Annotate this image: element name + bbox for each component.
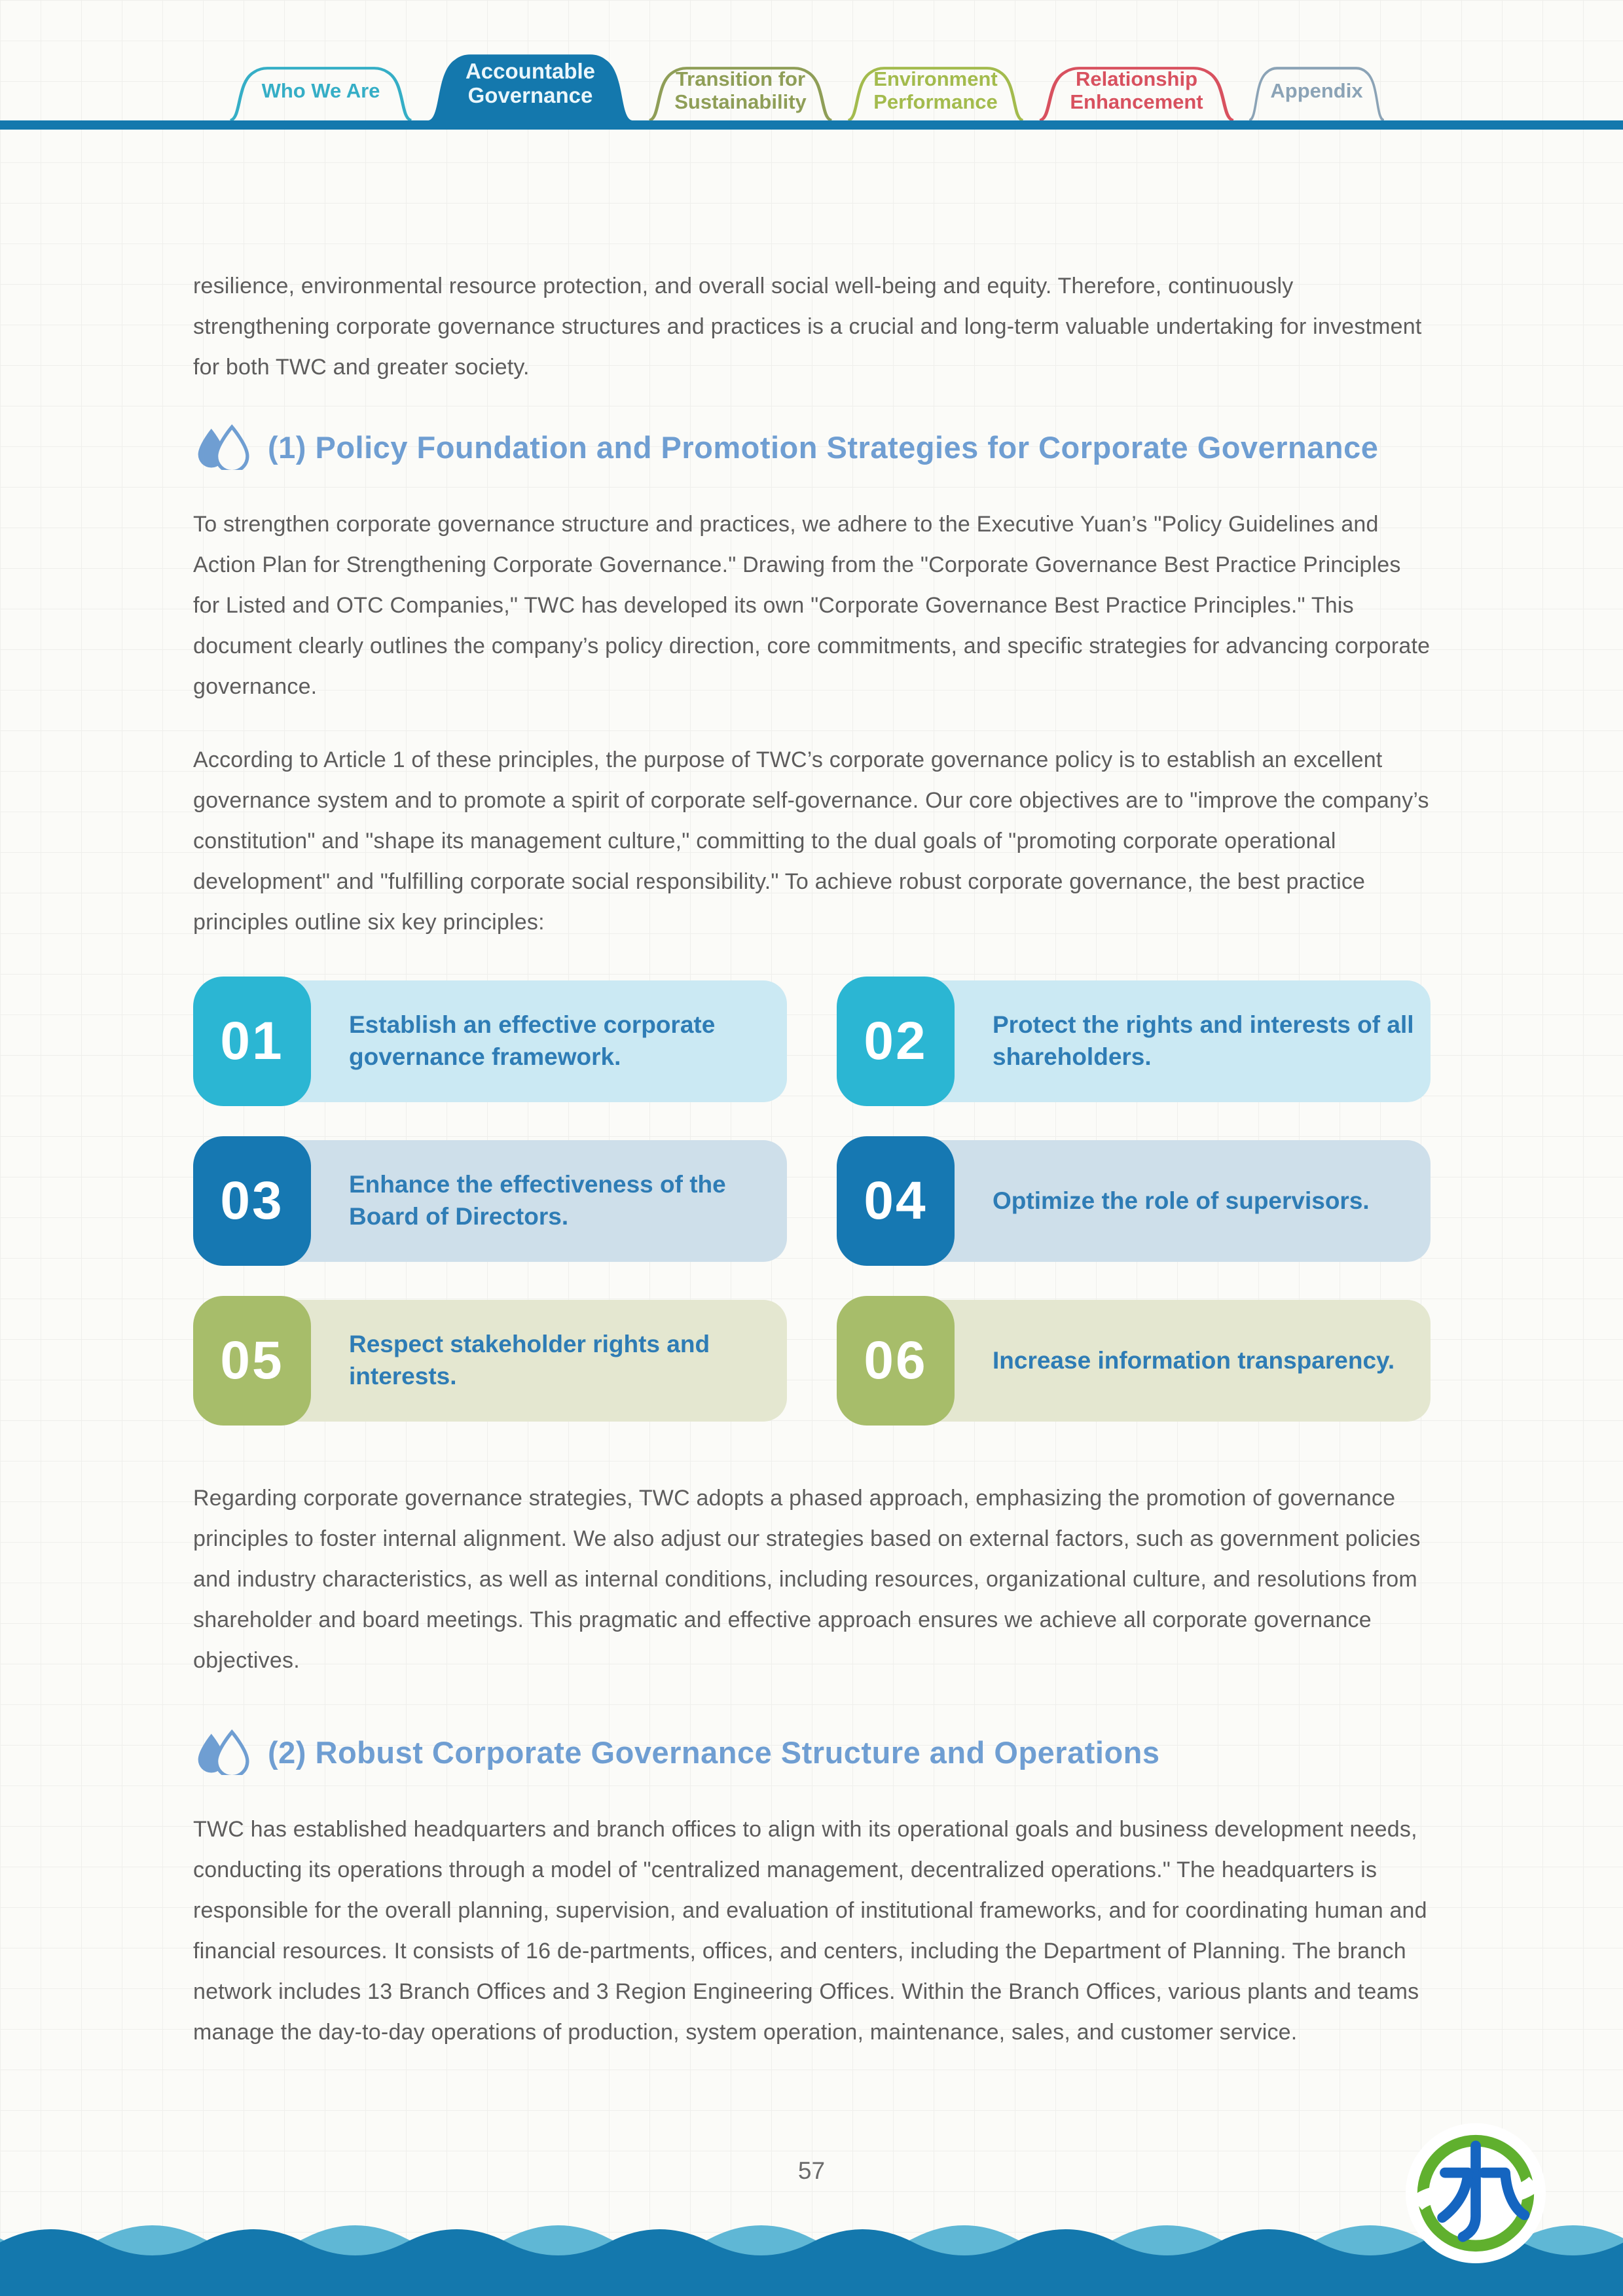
tab-appendix[interactable] — [1247, 65, 1387, 120]
principle-text: Respect stakeholder rights and interests. — [349, 1331, 710, 1390]
principle-number: 01 — [220, 1011, 284, 1071]
tab-relationship-enhancement[interactable] — [1036, 65, 1237, 120]
principle-number: 06 — [864, 1331, 928, 1390]
principle-number: 03 — [220, 1171, 284, 1230]
principle-text: Increase information transparency. — [993, 1346, 1395, 1374]
section-2-heading — [193, 1729, 1431, 1775]
intro-paragraph: resilience, environmental resource protection, and overall social well-being and equity. Therefore, continuously strengthening corporate governance structures and practices is a crucial and long-term valuable undertaking for investment for both TWC and greater society. — [193, 274, 1422, 380]
tab-label: Relationship Enhancement — [1070, 67, 1203, 113]
section-1-paragraph: According to Article 1 of these principles, the purpose of TWC’s corporate governance policy is to establish an excellent governance system and to promote a spirit of corporate self-governance. Our core objectives are to "improve the company’s constitution" and "shape its management culture," committing to the dual goals of "promoting corporate operational development" and "fulfilling corporate social responsibility." To achieve robust corporate governance, the best practice principles outline six key principles: — [193, 747, 1429, 935]
section-1-paragraph: To strengthen corporate governance structure and practices, we adhere to the Executive Yuan’s "Policy Guidelines and Action Plan for Strengthening Corporate Governance." Drawing from the "Corporate Governance Best Practice Principles for Listed and OTC Companies," TWC has developed its own "Corporate Governance Best Practice Principles." This document clearly outlines the company’s policy direction, core commitments, and specific strategies for advancing corporate governance. — [193, 512, 1431, 699]
twc-logo — [1406, 2123, 1546, 2263]
water-drops-icon — [193, 424, 255, 470]
tab-accountable-governance[interactable] — [424, 51, 636, 120]
principle-card-02 — [837, 980, 1431, 1102]
principle-number: 02 — [864, 1011, 928, 1071]
nav-tabs — [227, 0, 1387, 120]
water-drops-icon — [193, 1729, 255, 1775]
principle-number-badge — [837, 1136, 955, 1266]
principle-number-badge — [193, 977, 311, 1106]
principle-text: Protect the rights and interests of all shareholders. — [993, 1011, 1414, 1070]
nav-underline-bar — [0, 120, 1623, 130]
section-heading-text: (1) Policy Foundation and Promotion Strategies for Corporate Governance — [268, 429, 1379, 465]
page-number: 57 — [797, 2157, 826, 2184]
section-heading-text: (2) Robust Corporate Governance Structure and Operations — [268, 1734, 1160, 1770]
principle-number-badge — [837, 977, 955, 1106]
principle-number: 05 — [220, 1331, 284, 1390]
tab-who-we-are[interactable] — [227, 65, 415, 120]
principle-card-01 — [193, 980, 787, 1102]
tab-transition-for-sustainability[interactable] — [646, 65, 835, 120]
tab-label: Environment Performance — [873, 67, 998, 113]
principle-text: Establish an effective corporate governance framework. — [349, 1011, 716, 1070]
tab-environment-performance[interactable] — [845, 65, 1027, 120]
section-1-heading — [193, 424, 1431, 470]
principle-number-badge — [837, 1296, 955, 1426]
tab-label: Accountable Governance — [465, 59, 596, 107]
page-content — [193, 266, 1431, 2053]
principle-text: Optimize the role of supervisors. — [993, 1187, 1370, 1214]
principle-card-03 — [193, 1140, 787, 1262]
section-1-closing-paragraph: Regarding corporate governance strategies, TWC adopts a phased approach, emphasizing the promotion of governance principles to foster internal alignment. We also adjust our strategies based on external factors, such as government policies and industry characteristics, as well as internal conditions, including resources, organizational culture, and resolutions from shareholder and board meetings. This pragmatic and effective approach ensures we achieve all corporate governance objectives. — [193, 1486, 1421, 1673]
principle-number-badge — [193, 1136, 311, 1266]
tab-label: Appendix — [1270, 79, 1363, 102]
principle-number-badge — [193, 1296, 311, 1426]
principles-grid — [193, 980, 1431, 1422]
tab-label: Transition for Sustainability — [674, 67, 807, 113]
principle-card-06 — [837, 1300, 1431, 1422]
footer-wave — [0, 2210, 1623, 2296]
principle-number: 04 — [864, 1171, 928, 1230]
principle-card-04 — [837, 1140, 1431, 1262]
section-2-paragraph: TWC has established headquarters and branch offices to align with its operational goals and business development needs, conducting its operations through a model of "centralized management, decentralized operations." The headquarters is responsible for the overall planning, supervision, and evaluation of institutional frameworks, and for coordinating human and financial resources. It consists of 16 de-partments, offices, and centers, including the Department of Planning. The branch network includes 13 Branch Offices and 3 Region Engineering Offices. Within the Branch Offices, various plants and teams manage the day-to-day operations of production, system operation, maintenance, sales, and customer service. — [193, 1817, 1427, 2045]
principle-text: Enhance the effectiveness of the Board of Directors. — [349, 1171, 726, 1230]
tab-label: Who We Are — [261, 79, 380, 102]
principle-card-05 — [193, 1300, 787, 1422]
